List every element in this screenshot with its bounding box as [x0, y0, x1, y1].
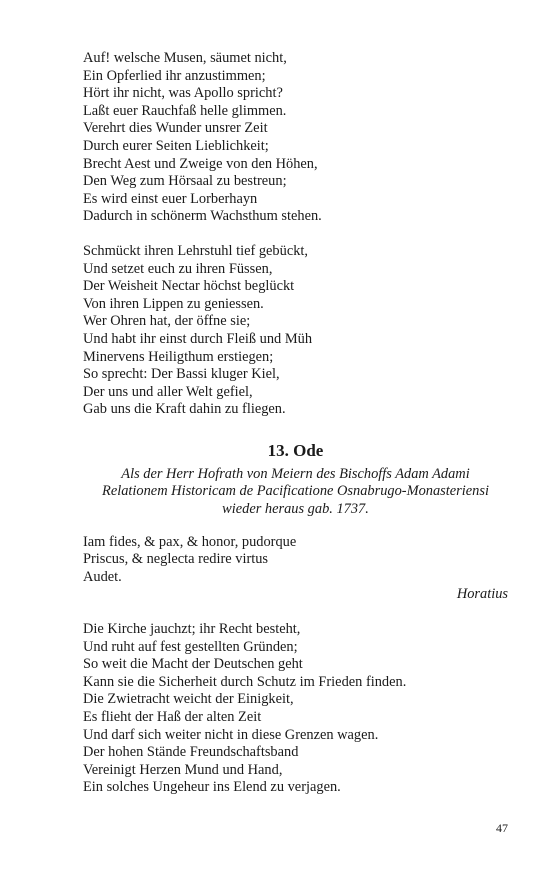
verse-line: Die Zwietracht weicht der Einigkeit,: [83, 691, 294, 708]
verse-line: Minervens Heiligthum erstiegen;: [83, 348, 274, 365]
verse-line: Gab uns die Kraft dahin zu fliegen.: [83, 401, 286, 418]
verse-line: Und ruht auf fest gestellten Gründen;: [83, 638, 298, 655]
poem-stanza-2: [83, 243, 508, 419]
epigraph-line: Priscus, & neglecta redire virtus: [83, 551, 269, 568]
verse-line: So sprecht: Der Bassi kluger Kiel,: [83, 366, 280, 383]
verse-line: Wer Ohren hat, der öffne sie;: [83, 313, 251, 330]
verse-line: Von ihren Lippen zu geniessen.: [83, 295, 264, 312]
verse-line: Hört ihr nicht, was Apollo spricht?: [83, 85, 283, 102]
verse-line: Der hohen Stände Freundschaftsband: [83, 744, 299, 761]
verse-line: Den Weg zum Hörsaal zu bestreun;: [83, 173, 287, 190]
verse-line: Laßt euer Rauchfaß helle glimmen.: [83, 102, 287, 119]
verse-line: Die Kirche jauchzt; ihr Recht besteht,: [83, 621, 301, 638]
epigraph-line: Iam fides, & pax, & honor, pudorque: [83, 533, 297, 550]
dedication-line: wieder heraus gab. 1737.: [222, 501, 369, 518]
dedication-line: Relationem Historicam de Pacificatione Osnabrugo-Monasteriensi: [102, 483, 489, 500]
verse-line: Vereinigt Herzen Mund und Hand,: [83, 761, 283, 778]
verse-line: Und darf sich weiter nicht in diese Grenzen wagen.: [83, 726, 379, 743]
verse-line: Schmückt ihren Lehrstuhl tief gebückt,: [83, 242, 308, 259]
verse-line: Der Weisheit Nectar höchst beglückt: [83, 278, 295, 295]
ode-title: 13. Ode: [267, 440, 324, 460]
ode-stanza-1: [83, 621, 508, 797]
verse-line: Und habt ihr einst durch Fleiß und Müh: [83, 330, 313, 347]
verse-line: Durch eurer Seiten Lieblichkeit;: [83, 137, 269, 154]
verse-line: Kann sie die Sicherheit durch Schutz im Frieden finden.: [83, 673, 407, 690]
page-number: 47: [496, 821, 508, 835]
epigraph-line: Audet.: [83, 568, 122, 585]
verse-line: Es wird einst euer Lorberhayn: [83, 190, 258, 207]
verse-line: Brecht Aest und Zweige von den Höhen,: [83, 155, 318, 172]
verse-line: Ein solches Ungeheur ins Elend zu verjagen.: [83, 779, 341, 796]
epigraph-source: Horatius: [456, 586, 508, 603]
book-page: [83, 50, 508, 797]
verse-line: Der uns und aller Welt gefiel,: [83, 383, 253, 400]
verse-line: Auf! welsche Musen, säumet nicht,: [83, 50, 287, 66]
verse-line: Es flieht der Haß der alten Zeit: [83, 709, 262, 725]
epigraph: [83, 534, 508, 587]
ode-dedication: [83, 466, 508, 519]
verse-line: So weit die Macht der Deutschen geht: [83, 656, 303, 673]
dedication-line: Als der Herr Hofrath von Meiern des Bischoffs Adam Adami: [121, 465, 470, 482]
verse-line: Ein Opferlied ihr anzustimmen;: [83, 67, 266, 84]
poem-stanza-1: [83, 50, 508, 226]
verse-line: Verehrt dies Wunder unsrer Zeit: [83, 120, 268, 137]
verse-line: Dadurch in schönerm Wachsthum stehen.: [83, 208, 322, 225]
verse-line: Und setzet euch zu ihren Füssen,: [83, 260, 273, 277]
